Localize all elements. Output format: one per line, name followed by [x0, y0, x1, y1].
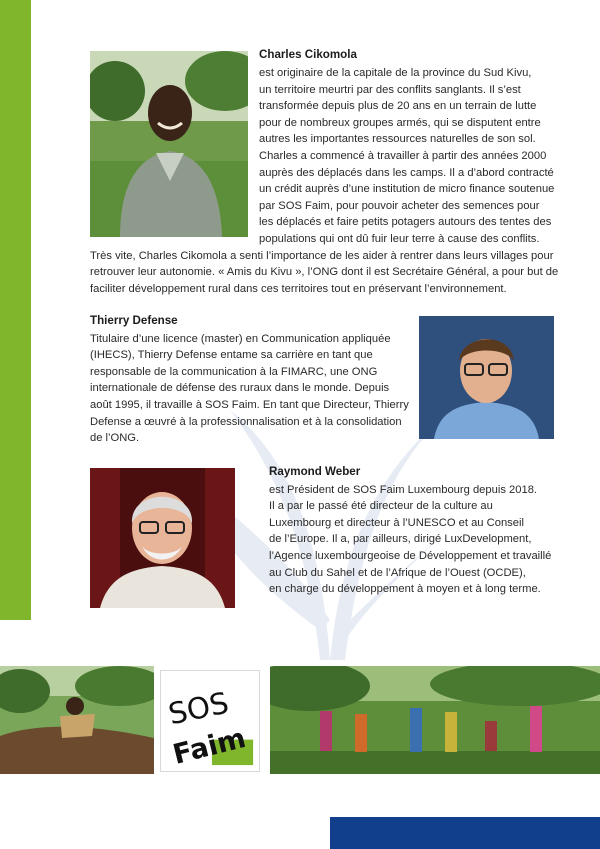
farmer-field-photo: [0, 666, 154, 774]
text-line: Très vite, Charles Cikomola a senti l’importance de les aider à rentrer dans leurs villages pour: [90, 249, 554, 262]
text-line: retrouver leur autonomie. « Amis du Kivu », l’ONG dont il est Secrétaire Général, a pour but de: [90, 266, 559, 279]
text-line: internationale de défense des ruraux dans le monde. Depuis: [90, 382, 390, 395]
text-line: Luxembourg et directeur à l’UNESCO et au Conseil: [269, 516, 524, 529]
charles-cikomola-photo: [90, 51, 248, 237]
text-line: de l’ONG.: [90, 432, 140, 445]
text-line: transformée depuis plus de 20 ans en un terrain de lutte: [259, 100, 537, 113]
text-line: de l’Europe. Il a, par ailleurs, dirigé LuxDevelopment,: [269, 533, 532, 546]
text-line: Defense a œuvré à la professionnalisation et à la consolidation: [90, 415, 402, 428]
bio-name-thierry: Thierry Defense: [90, 314, 178, 327]
women-farmers-photo: [270, 666, 600, 774]
logo-text-sos: SOS: [165, 685, 232, 732]
raymond-weber-photo: [90, 468, 235, 608]
logo-text-faim: Faim: [169, 722, 249, 771]
text-line: l’Agence luxembourgeoise de Développement et travaillé: [269, 550, 552, 562]
text-line: est Président de SOS Faim Luxembourg depuis 2018.: [269, 483, 538, 496]
text-line: par SOS Faim, pour pouvoir acheter des semences pour: [259, 199, 540, 212]
text-line: populations qui ont dû fuir leur terre à cause des conflits.: [259, 233, 540, 245]
thierry-defense-photo: [419, 316, 554, 439]
text-line: Charles a commencé à travailler à partir des années 2000: [259, 150, 547, 162]
green-side-bar: [0, 0, 31, 620]
text-line: un territoire meurtri par des conflits sanglants. Il s’est: [259, 83, 521, 96]
text-line: autres les importantes ressources naturelles de son sol.: [259, 133, 536, 146]
text-line: les déplacés et faire petits potagers autours des tentes des: [259, 216, 552, 229]
text-line: pour de nombreux groupes armés, qui se disputent entre: [259, 116, 541, 129]
bio-name-raymond: Raymond Weber: [269, 465, 361, 478]
text-line: Titulaire d’une licence (master) en Communication appliquée: [90, 332, 391, 345]
bio-name-charles: Charles Cikomola: [259, 48, 357, 61]
text-line: en charge du développement à moyen et à long terme.: [269, 583, 541, 596]
text-line: faciliter développement rural dans ces territoires tout en préservant l’environnement.: [90, 282, 507, 295]
text-line: est originaire de la capitale de la province du Sud Kivu,: [259, 67, 532, 79]
sos-faim-logo: [160, 670, 260, 772]
blue-footer-bar: [330, 817, 600, 849]
text-line: au Club du Sahel et de l’Afrique de l’Ouest (OCDE),: [269, 566, 526, 579]
text-line: Il a par le passé été directeur de la culture au: [269, 500, 493, 513]
text-line: (IHECS), Thierry Defense entame sa carrière en tant que: [90, 349, 373, 362]
text-line: août 1995, il travaille à SOS Faim. En tant que Directeur, Thierry: [90, 399, 409, 411]
text-line: responsable de la communication à la FIMARC, une ONG: [90, 365, 378, 378]
text-line: auprès des déplacés dans les camps. Il a d’abord contracté: [259, 166, 554, 179]
text-line: un crédit auprès d’une institution de micro finance soutenue: [259, 183, 555, 196]
